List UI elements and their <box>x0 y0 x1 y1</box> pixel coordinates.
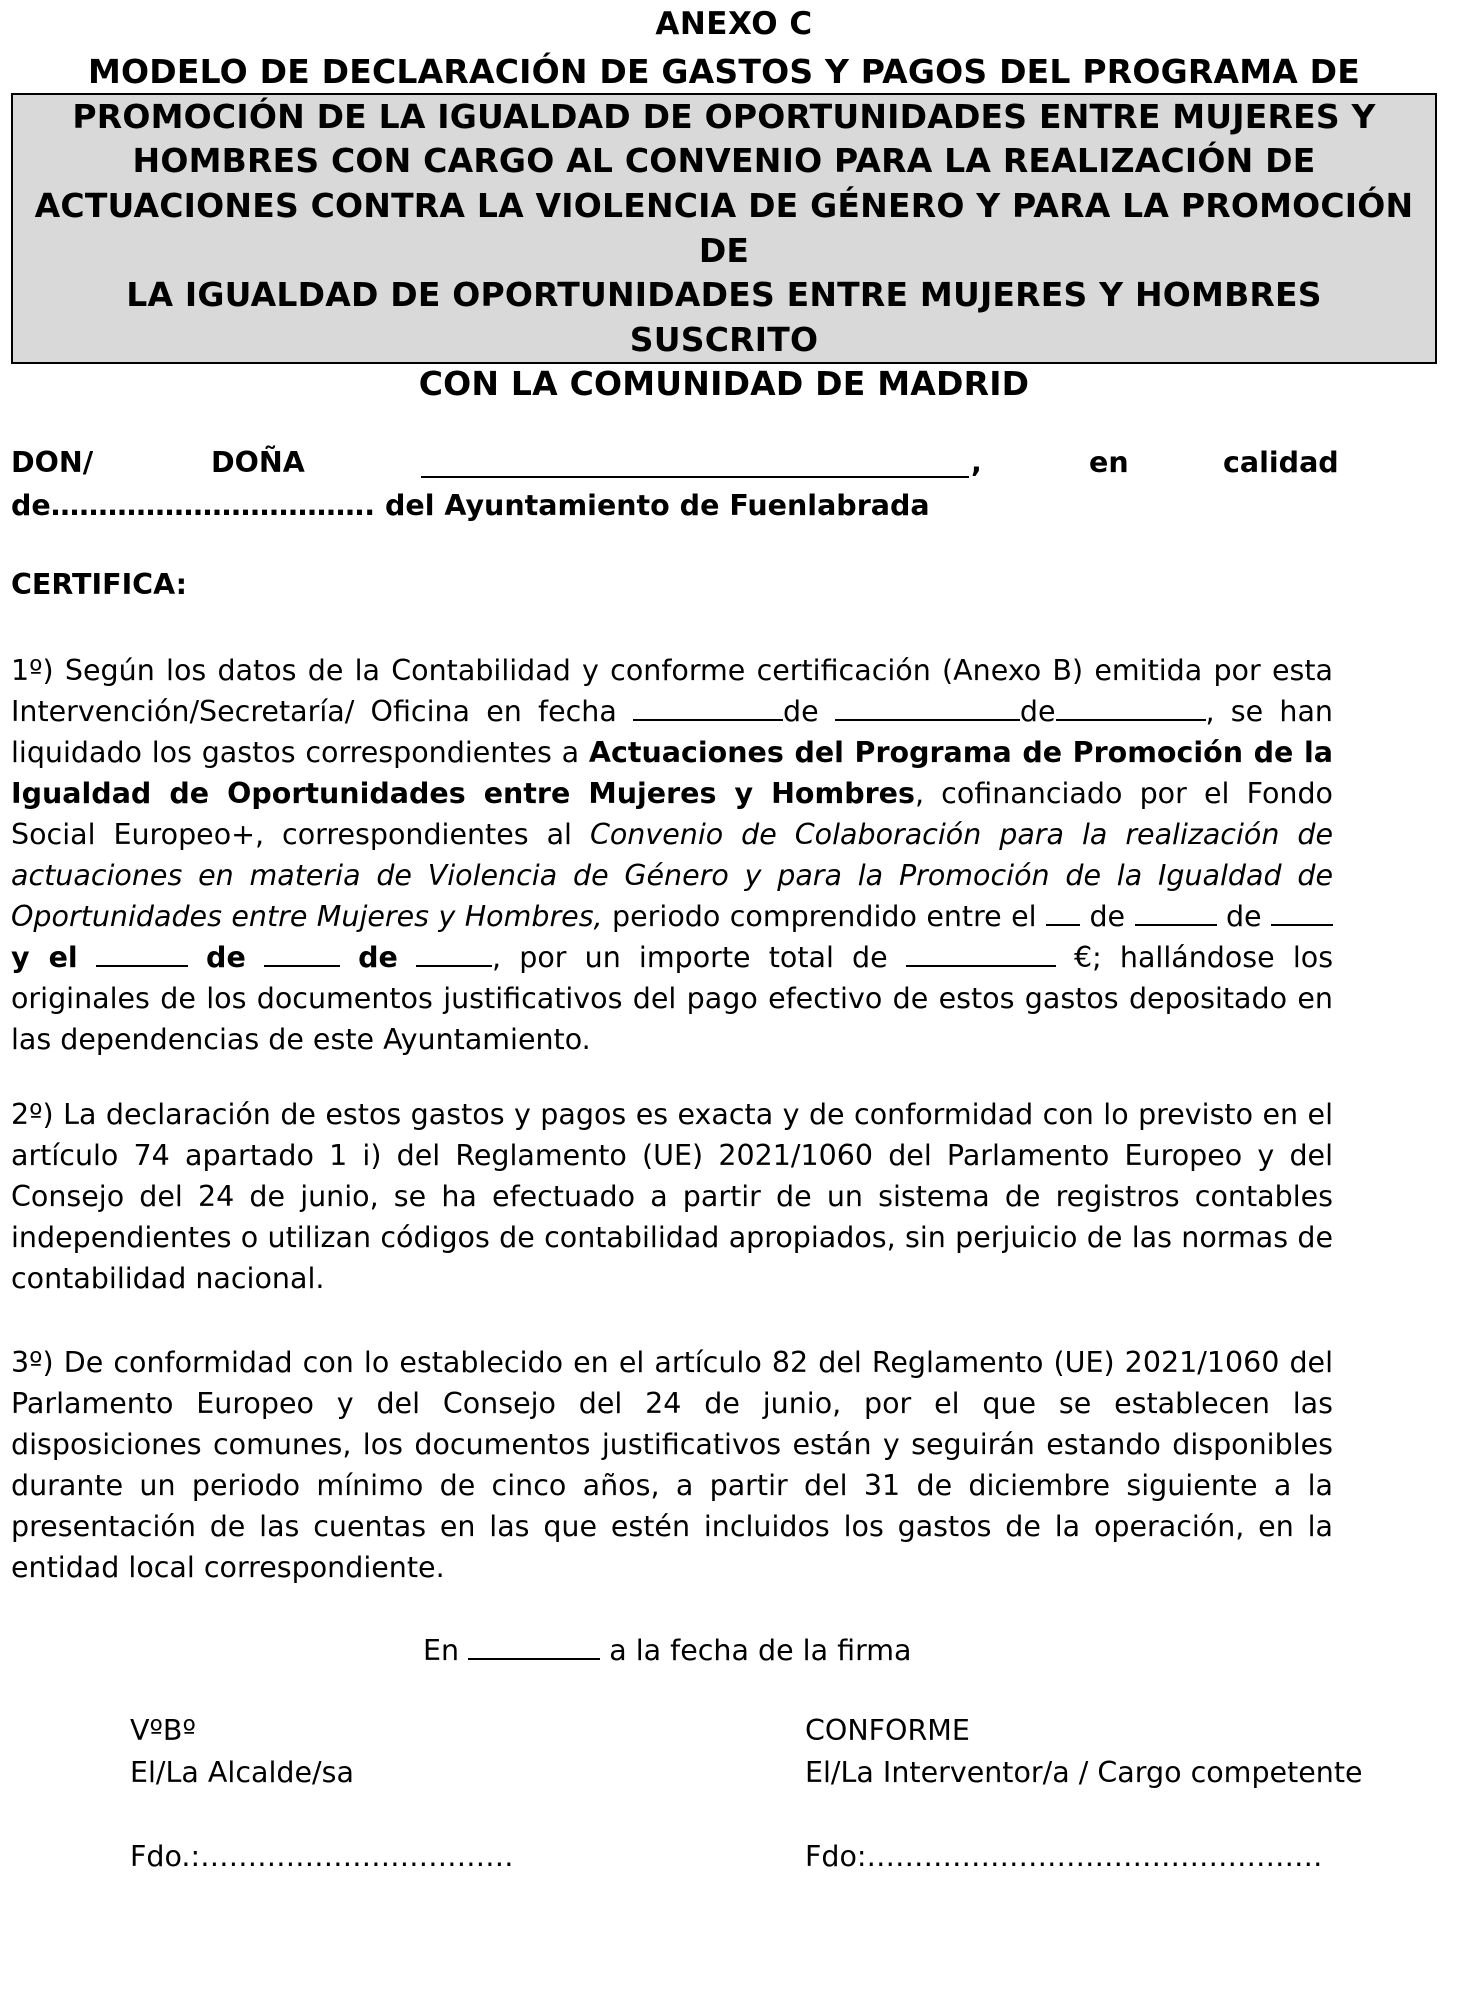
title-line: HOMBRES CON CARGO AL CONVENIO PARA LA REALIZACIÓN DE <box>132 141 1316 181</box>
period-start-year-blank[interactable] <box>1271 898 1333 926</box>
don-label: DON/ <box>11 446 94 479</box>
place-date-line: En a la fecha de la firma <box>423 1634 912 1667</box>
period-end-month-blank[interactable] <box>264 939 340 967</box>
period-start-month-blank[interactable] <box>1135 898 1217 926</box>
document-title <box>31 50 1417 407</box>
paragraph-1: 1º) Según los datos de la Contabilidad y conforme certificación (Anexo B) emitida por esta Intervención/Secretaría/ Oficina en fecha de de , se han liquidado los gastos correspondientes a Actuaciones del Programa de Promoción de la Igualdad de Oportunidades entre Mujeres y Hombres, cofinanciado por el Fondo Social Europeo+, correspondientes al Convenio de Colaboración para la realización de actuaciones en materia de Violencia de Género y para la Promoción de la Igualdad de Oportunidades entre Mujeres y Hombres, periodo comprendido entre el de de y el de de , por un importe total de €; hallándose los originales de los documentos justificativos del pago efectivo de estos gastos depositado en las dependencias de este Ayuntamiento. <box>11 654 1334 1056</box>
name-blank-field[interactable] <box>421 476 969 478</box>
agreement-name: Convenio de Colaboración para la realización de actuaciones en materia de Violencia de Género y para la Promoción de la Igualdad de Oportunidades entre Mujeres y Hombres, <box>11 818 1333 933</box>
en-label: en <box>1089 446 1129 479</box>
comma: , <box>971 446 982 479</box>
title-line: PROMOCIÓN DE LA IGUALDAD DE OPORTUNIDADES ENTRE MUJERES Y <box>72 96 1376 136</box>
interventor-signature-field[interactable]: Fdo:………………………………………… <box>805 1840 1323 1873</box>
alcalde-role: El/La Alcalde/sa <box>130 1756 354 1789</box>
vobo-label: VºBº <box>130 1714 196 1747</box>
date-day-blank[interactable] <box>633 693 783 721</box>
title-line: CON LA COMUNIDAD DE MADRID <box>418 364 1030 404</box>
paragraph-2: 2º) La declaración de estos gastos y pagos es exacta y de conformidad con lo previsto en el artículo 74 apartado 1 i) del Reglamento (UE) 2021/1060 del Parlamento Europeo y del Consejo del 24 de junio, se ha efectuado a partir de un sistema de registros contables independientes o utilizan códigos de contabilidad apropiados, sin perjuicio de las normas de contabilidad nacional. <box>11 1098 1333 1295</box>
place-blank[interactable] <box>468 1634 600 1660</box>
title-line: LA IGUALDAD DE OPORTUNIDADES ENTRE MUJERES Y HOMBRES SUSCRITO <box>126 275 1322 359</box>
certifica-heading: CERTIFICA: <box>11 568 188 601</box>
position-dots-field[interactable]: ……………………………. <box>50 489 376 522</box>
interventor-role: El/La Interventor/a / Cargo competente <box>805 1756 1363 1789</box>
calidad-label: calidad <box>1223 446 1339 479</box>
title-box <box>11 52 1437 404</box>
period-end-day-blank[interactable] <box>96 939 188 967</box>
paragraph-3: 3º) De conformidad con lo establecido en el artículo 82 del Reglamento (UE) 2021/1060 del Parlamento Europeo y del Consejo del 24 de junio, por el que se establecen las disposiciones comunes, los documentos justificativos están y seguirán estando disponibles durante un periodo mínimo de cinco años, a partir del 31 de diciembre siguiente a la presentación de las cuentas en las que estén incluidos los gastos de la operación, en la entidad local correspondiente. <box>11 1346 1333 1584</box>
alcalde-signature-field[interactable]: Fdo.:…………………………… <box>130 1840 514 1873</box>
position-line <box>11 489 930 522</box>
date-year-blank[interactable] <box>1056 693 1206 721</box>
title-line: MODELO DE DECLARACIÓN DE GASTOS Y PAGOS DEL PROGRAMA DE <box>87 52 1361 92</box>
declarant-line <box>11 446 1339 488</box>
de-label: de <box>11 489 51 522</box>
title-line: ACTUACIONES CONTRA LA VIOLENCIA DE GÉNERO Y PARA LA PROMOCIÓN DE <box>34 185 1414 270</box>
program-name: Actuaciones del Programa de Promoción de la Igualdad de Oportunidades entre Mujeres y Hombres <box>11 736 1333 810</box>
dona-label: DOÑA <box>211 446 305 479</box>
date-month-blank[interactable] <box>835 693 1020 721</box>
period-start-day-blank[interactable] <box>1046 898 1080 926</box>
ayuntamiento-label: del Ayuntamiento de Fuenlabrada <box>385 489 930 522</box>
annex-title: ANEXO C <box>655 6 813 42</box>
amount-blank[interactable] <box>906 939 1056 967</box>
period-end-year-blank[interactable] <box>416 939 492 967</box>
conforme-label: CONFORME <box>805 1714 970 1747</box>
